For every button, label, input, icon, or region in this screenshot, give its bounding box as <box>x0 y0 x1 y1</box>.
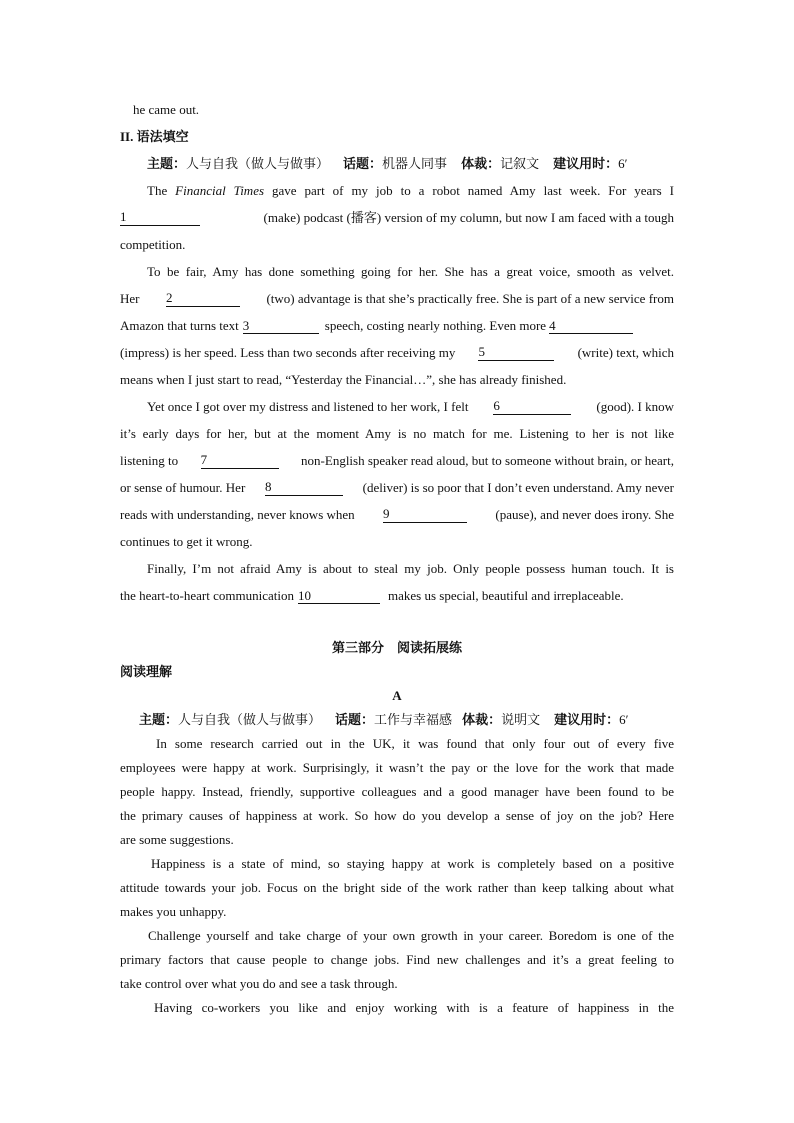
paragraph-line: Amazon that turns text 3 speech, costing nearly nothing. Even more 4 <box>120 318 633 334</box>
paragraph-line: reads with understanding, never knows when 9 (pause), and never does irony. She <box>120 506 674 522</box>
time-label: 建议用时： <box>554 712 620 727</box>
genre-value: 记叙文 <box>500 156 540 171</box>
exercise-meta <box>147 156 627 172</box>
paragraph-line: Finally, I’m not afraid Amy is about to steal my job. Only people possess human touch. It is <box>147 561 674 576</box>
passage-line: are some suggestions. <box>120 832 234 847</box>
genre-value: 说明文 <box>501 712 541 727</box>
answer-blank-3[interactable]: 3 <box>243 319 319 334</box>
answer-blank-9[interactable]: 9 <box>383 507 467 523</box>
genre-label: 体裁： <box>461 156 501 171</box>
previous-text-line: he came out. <box>133 102 200 117</box>
time-label: 建议用时： <box>553 156 619 171</box>
time-value: 6′ <box>618 156 628 171</box>
answer-blank-4[interactable]: 4 <box>549 319 633 334</box>
paragraph-line: To be fair, Amy has done something going for her. She has a great voice, smooth as velvet. <box>147 264 674 279</box>
passage-line: primary factors that cause people to change jobs. Find new challenges and it’s a great feeling to <box>120 952 674 967</box>
passage-line: attitude towards your job. Focus on the bright side of the work rather than keep talking about what <box>120 880 674 895</box>
passage-line: Challenge yourself and take charge of your own growth in your career. Boredom is one of the <box>148 928 674 943</box>
theme-value: 人与自我（做人与做事） <box>178 712 322 727</box>
topic-value: 机器人同事 <box>382 156 448 171</box>
passage-line: people happy. Instead, friendly, supportive colleagues and a good manager have been found to be <box>120 784 674 799</box>
paragraph-line: the heart-to-heart communication 10 makes us special, beautiful and irreplaceable. <box>120 588 624 603</box>
paragraph-line: listening to 7 non-English speaker read aloud, but to someone without brain, or heart, <box>120 452 674 468</box>
passage-line: the primary causes of happiness at work. So how do you develop a sense of joy on the job? Here <box>120 808 674 823</box>
passage-line: In some research carried out in the UK, it was found that only four out of every five <box>156 736 674 751</box>
answer-blank-5[interactable]: 5 <box>478 345 554 361</box>
answer-blank-10[interactable]: 10 <box>298 589 380 604</box>
passage-meta <box>139 712 628 728</box>
answer-blank-8[interactable]: 8 <box>265 480 343 496</box>
paragraph-line: means when I just start to read, “Yesterday the Financial…”, she has already finished. <box>120 372 567 387</box>
paragraph-line: 1 (make) podcast (播客) version of my column, but now I am faced with a tough <box>120 209 674 225</box>
theme-label: 主题： <box>147 156 187 171</box>
paragraph-line: The Financial Times gave part of my job to a robot named Amy last week. For years I <box>147 183 675 198</box>
passage-line: Happiness is a state of mind, so staying happy at work is completely based on a positive <box>151 856 674 871</box>
answer-blank-6[interactable]: 6 <box>493 399 571 415</box>
answer-blank-2[interactable]: 2 <box>166 291 240 307</box>
paragraph-line: continues to get it wrong. <box>120 534 253 549</box>
genre-label: 体裁： <box>462 712 502 727</box>
time-value: 6′ <box>619 712 629 727</box>
theme-value: 人与自我（做人与做事） <box>186 156 330 171</box>
paragraph-line: it’s early days for her, but at the moment Amy is no match for me. Listening to her is not like <box>120 426 674 441</box>
topic-label: 话题： <box>343 156 383 171</box>
passage-line: employees were happy at work. Surprisingly, it wasn’t the pay or the love for the work that made <box>120 760 674 775</box>
paragraph-line: or sense of humour. Her 8 (deliver) is so poor that I don’t even understand. Amy never <box>120 479 674 495</box>
passage-line: take control over what you do and see a task through. <box>120 976 398 991</box>
topic-value: 工作与幸福感 <box>374 712 453 727</box>
answer-blank-7[interactable]: 7 <box>201 453 279 469</box>
answer-blank-1[interactable]: 1 <box>120 210 200 226</box>
passage-line: makes you unhappy. <box>120 904 227 919</box>
section-heading: II. 语法填空 <box>120 129 189 144</box>
paragraph-line: Her 2 (two) advantage is that she’s practically free. She is part of a new service from <box>120 290 674 306</box>
part-title: 第三部分 阅读拓展练 <box>331 640 462 655</box>
paragraph-line: (impress) is her speed. Less than two seconds after receiving my 5 (write) text, which <box>120 344 674 360</box>
passage-line: Having co-workers you like and enjoy working with is a feature of happiness in the <box>154 1000 674 1015</box>
passage-label: A <box>392 688 402 703</box>
theme-label: 主题： <box>139 712 179 727</box>
topic-label: 话题： <box>335 712 375 727</box>
paragraph-line: Yet once I got over my distress and listened to her work, I felt 6 (good). I know <box>147 398 674 414</box>
newspaper-name: Financial Times <box>175 183 265 198</box>
reading-heading: 阅读理解 <box>120 664 173 679</box>
paragraph-line: competition. <box>120 237 186 252</box>
